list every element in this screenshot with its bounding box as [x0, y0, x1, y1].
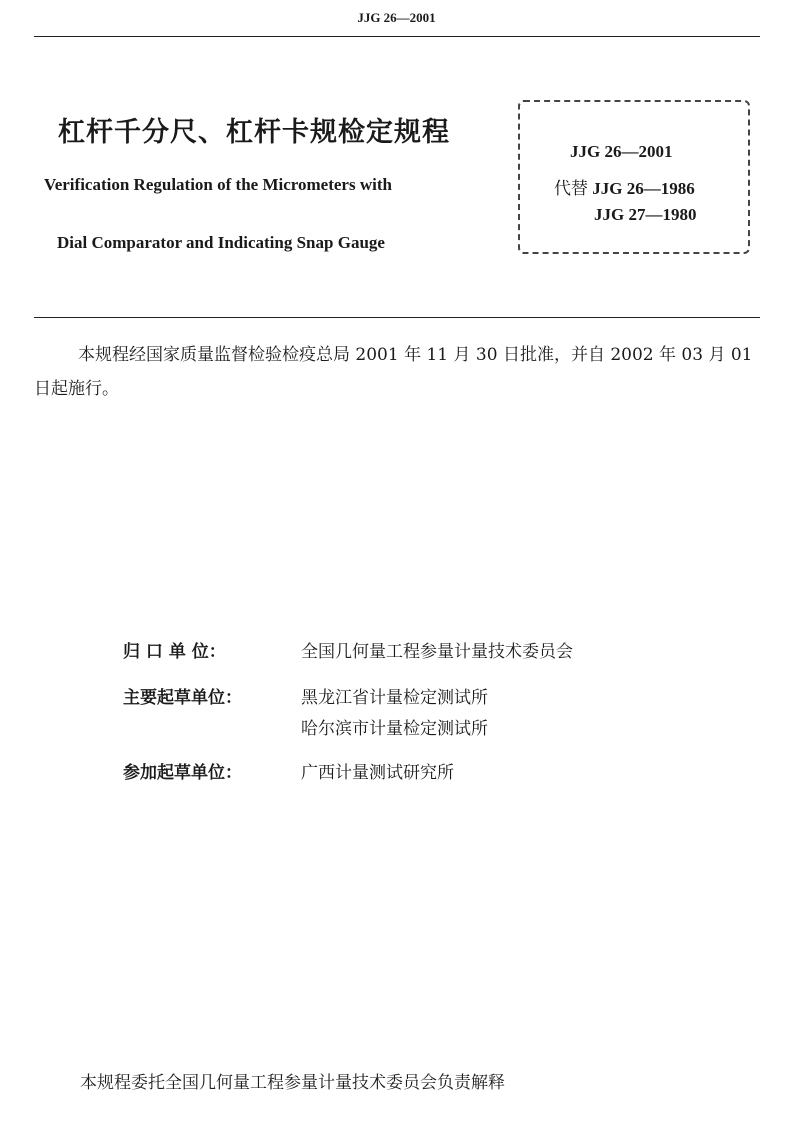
header-divider — [34, 36, 760, 37]
unit-value: 全国几何量工程参量计量技术委员会 — [301, 642, 573, 662]
unit-value: 哈尔滨市计量检定测试所 — [301, 719, 488, 739]
replaces-line-1 — [554, 174, 695, 199]
document-title-chinese: 杠杆千分尺、杠杆卡规检定规程 — [58, 117, 450, 148]
approval-statement: 本规程经国家质量监督检验检疫总局 2001 年 11 月 30 日批准，并自 2002 年 03 月 01 日起施行。 — [34, 345, 753, 399]
unit-label: 归 口 单 位： — [123, 642, 226, 662]
unit-value: 黑龙江省计量检定测试所 — [301, 688, 488, 708]
replacement-box — [518, 100, 750, 254]
replaced-code-1: JJG 26—1986 — [592, 179, 695, 198]
document-title-english-line1: Verification Regulation of the Micrometers with — [44, 175, 392, 194]
unit-label: 参加起草单位： — [123, 763, 242, 783]
document-title-english-line2: Dial Comparator and Indicating Snap Gauge — [57, 233, 385, 252]
unit-value: 广西计量测试研究所 — [301, 763, 454, 783]
unit-row-responsible — [123, 637, 573, 662]
section-divider — [34, 317, 760, 318]
unit-label: 主要起草单位： — [123, 688, 242, 708]
running-header: JJG 26—2001 — [357, 10, 436, 25]
replaced-code-2: JJG 27—1980 — [594, 205, 697, 224]
replaces-prefix: 代替 — [554, 179, 588, 199]
interpretation-note: 本规程委托全国几何量工程参量计量技术委员会负责解释 — [80, 1073, 505, 1093]
unit-row-participating — [123, 758, 454, 783]
unit-row-main-drafter — [123, 683, 488, 708]
regulation-code: JJG 26—2001 — [570, 142, 673, 161]
unit-row-main-drafter-2 — [123, 714, 488, 739]
